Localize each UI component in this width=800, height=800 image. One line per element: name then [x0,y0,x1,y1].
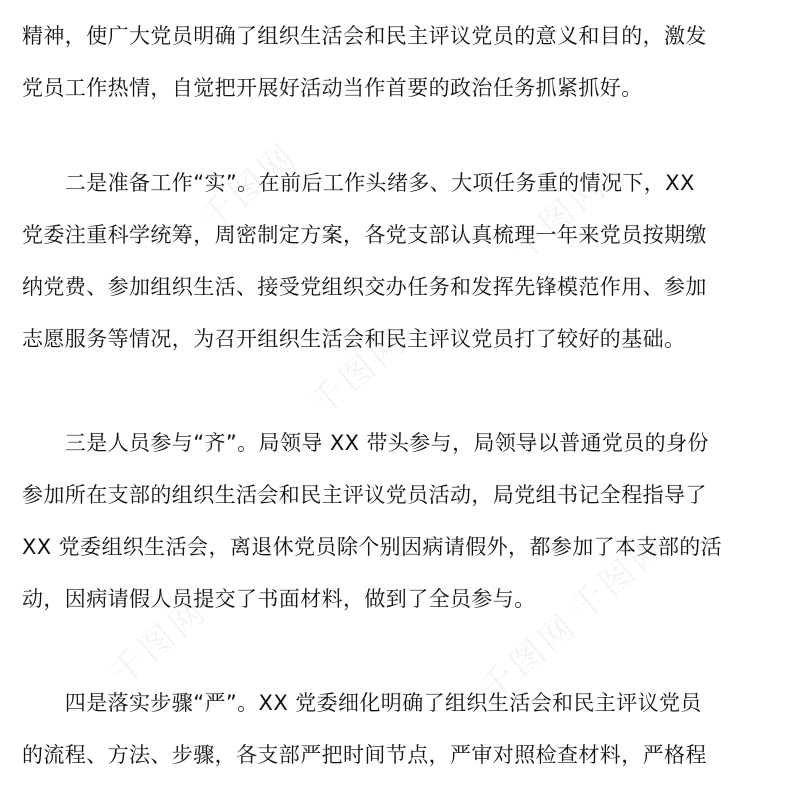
text-line: 纳党费、参加组织生活、接受党组织交办任务和发挥先锋模范作用、参加 [22,275,707,299]
text-line: 动，因病请假人员提交了书面材料，做到了全员参与。 [22,587,536,611]
text-line: 的流程、方法、步骤，各支部严把时间节点，严审对照检查材料，严格程 [22,743,707,767]
text-line: 四是落实步骤“严”。XX 党委细化明确了组织生活会和民主评议党员 [22,691,702,715]
text-line: 党委注重科学统筹，周密制定方案，各党支部认真梳理一年来党员按期缴 [22,223,707,247]
text-line: XX 党委组织生活会，离退休党员除个别因病请假外，都参加了本支部的活 [22,535,723,559]
paragraph-spirit-continuation [22,10,782,114]
text-line: 参加所在支部的组织生活会和民主评议党员活动，局党组书记全程指导了 [22,483,707,507]
text-line: 二是准备工作“实”。在前后工作头绪多、大项任务重的情况下，XX [22,171,695,195]
paragraph-preparation [22,157,782,365]
text-line: 党员工作热情，自觉把开展好活动当作首要的政治任务抓紧抓好。 [22,76,643,100]
paragraph-participation [22,417,782,625]
text-line: 三是人员参与“齐”。局领导 XX 带头参与，局领导以普通党员的身份 [22,431,709,455]
text-line: 志愿服务等情况，为召开组织生活会和民主评议党员打了较好的基础。 [22,327,686,351]
paragraph-steps [22,677,782,781]
text-line: 精神，使广大党员明确了组织生活会和民主评议党员的意义和目的，激发 [22,24,707,48]
